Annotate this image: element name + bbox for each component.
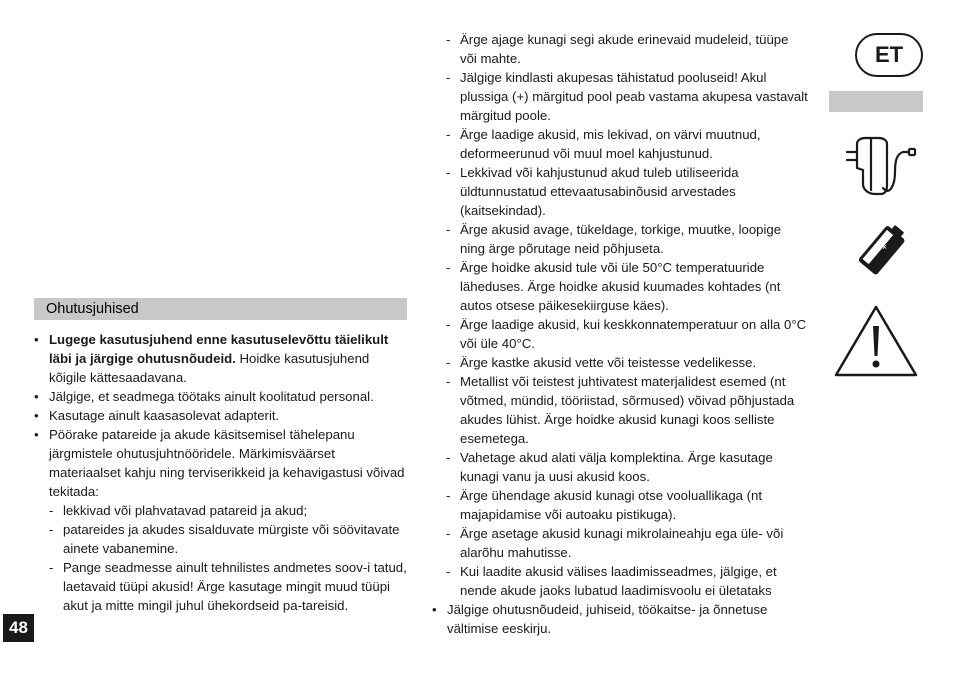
sub-list-item: - Kui laadite akusid välises laadimisseadmes, jälgige, et nende akude jaoks lubatud laadimisvoolu ei ületataks bbox=[432, 562, 808, 600]
list-item bbox=[34, 330, 407, 387]
sub-list-item: - Ärge ajage kunagi segi akude erinevaid mudeleid, tüüpe või mahte. bbox=[432, 30, 808, 68]
language-badge: ET bbox=[855, 33, 923, 77]
sub-list-item: - Ärge ühendage akusid kunagi otse vooluallikaga (nt majapidamise või autoaku pistikuga). bbox=[432, 486, 808, 524]
list-item: • Jälgige ohutusnõudeid, juhiseid, töökaitse- ja õnnetuse vältimise eeskirju. bbox=[432, 600, 808, 638]
sub-list-item: - Ärge hoidke akusid tule või üle 50°C temperatuuride läheduses. Ärge hoidke akusid kuumades kohtades (nt autos otsese päikesekiirguse käes). bbox=[432, 258, 808, 315]
sub-list-item: - patareides ja akudes sisalduvate mürgiste või söövitavate ainete vabanemine. bbox=[49, 520, 407, 558]
sub-list-item: - Vahetage akud alati välja komplektina. Ärge kasutage kunagi vanu ja uusi akusid koos. bbox=[432, 448, 808, 486]
sub-list-item: - lekkivad või plahvatavad patareid ja akud; bbox=[49, 501, 407, 520]
sub-list-item: - Lekkivad või kahjustunud akud tuleb utiliseerida üldtunnustatud ettevaatusabinõusid arvestades (kaitsekindad). bbox=[432, 163, 808, 220]
right-column bbox=[432, 30, 808, 638]
sub-list bbox=[49, 501, 407, 615]
sub-list-item: - Metallist või teistest juhtivatest materjalidest esemed (nt võtmed, mündid, tööriistad, sõrmused) võivad põhjustada akudes lühist. Ärge hoidke akusid kunagi koos selliste esemetega. bbox=[432, 372, 808, 448]
sub-list-item: - Ärge asetage akusid kunagi mikrolaineahju ega üle- või alarõhu mahutisse. bbox=[432, 524, 808, 562]
list-item: • Kasutage ainult kaasasolevat adapterit. bbox=[34, 406, 407, 425]
section-title: Ohutusjuhised bbox=[34, 298, 407, 320]
sub-list-item: - Pange seadmesse ainult tehnilistes andmetes soov-i tatud, laetavaid tüüpi akusid! Ärge kasutage mingit muud tüüpi akut ja mitte mingil juhul ühekordseid pa-tareisid. bbox=[49, 558, 407, 615]
sub-list-item: - Ärge laadige akusid, kui keskkonnatemperatuur on alla 0°C või üle 40°C. bbox=[432, 315, 808, 353]
sub-list-item: - Ärge akusid avage, tükeldage, torkige, muutke, loopige ning ärge põrutage neid põhjuseta. bbox=[432, 220, 808, 258]
list-item: • Jälgige, et seadmega töötaks ainult koolitatud personal. bbox=[34, 387, 407, 406]
instruction-text: Hoidke kasutusjuhend kõigile kättesaadavana. bbox=[49, 351, 370, 385]
safety-list bbox=[432, 600, 808, 638]
language-tab-bar bbox=[829, 91, 923, 112]
power-adapter-icon bbox=[843, 132, 919, 204]
list-item bbox=[34, 425, 407, 615]
sub-list-item: - Ärge laadige akusid, mis lekivad, on värvi muutnud, deformeerunud või muul moel kahjustunud. bbox=[432, 125, 808, 163]
list-item-text: Pöörake patareide ja akude käsitsemisel tähelepanu järgmistele ohutusjuhtnööridele. Märkimisväärset materiaalset kahju ning terviserikkeid ja kehavigastusi võivad tekitada: bbox=[49, 427, 405, 499]
left-column bbox=[34, 298, 407, 615]
bold-instruction: Lugege kasutusjuhend enne kasutuselevõttu täielikult läbi ja järgige ohutusnõudeid. bbox=[49, 332, 389, 366]
page-number: 48 bbox=[3, 614, 34, 642]
warning-triangle-icon bbox=[833, 304, 919, 378]
sub-list-item: - Ärge kastke akusid vette või teistesse vedelikesse. bbox=[432, 353, 808, 372]
safety-list bbox=[34, 330, 407, 615]
svg-text:+: + bbox=[878, 241, 890, 254]
sub-list bbox=[432, 30, 808, 600]
battery-icon bbox=[851, 219, 911, 283]
sub-list-item: - Jälgige kindlasti akupesas tähistatud pooluseid! Akul plussiga (+) märgitud pool peab vastama akupesa vastavalt märgitud poole. bbox=[432, 68, 808, 125]
